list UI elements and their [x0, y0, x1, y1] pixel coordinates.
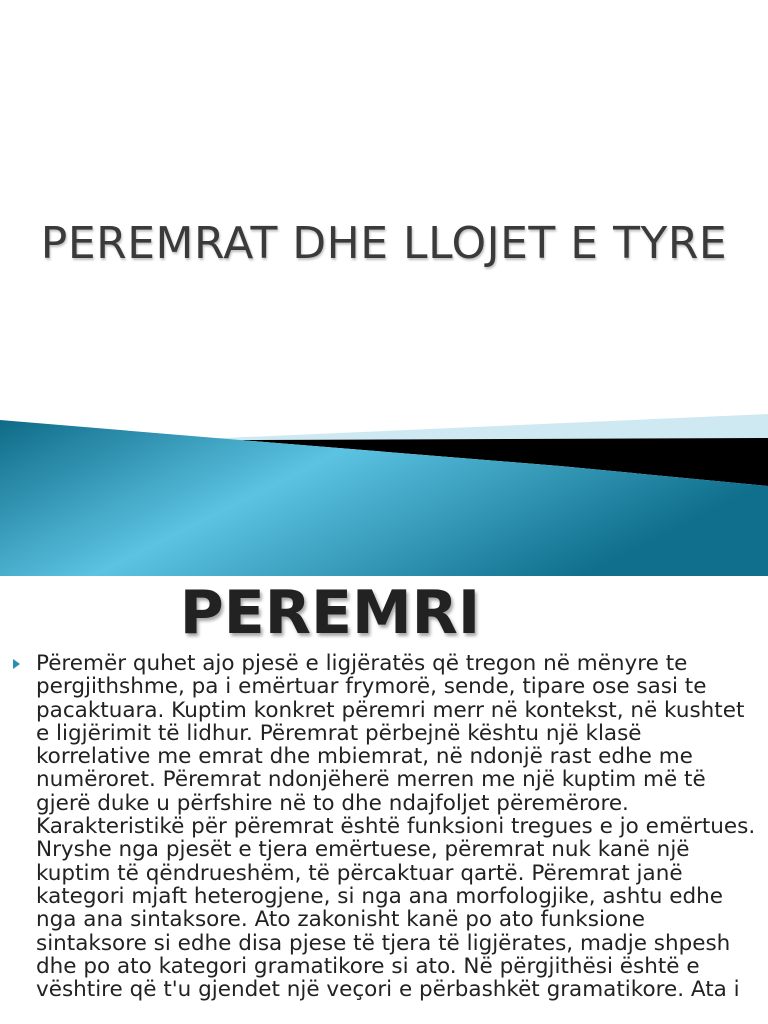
body-paragraph: Përemër quhet ajo pjesë e ligjëratës që tregon në mënyre te pergjithshme, pa i emërtuar frymorë, sende, tipare ose sasi te pacaktuara. Kuptim konkret përemri merr në kontekst, në kushtet e ligjërimit të lidhur. Përemrat përbejnë kështu një klasë korrelative me emrat dhe mbiemrat, në ndonjë rast edhe me numëroret. Përemrat ndonjëherë merren me një kuptim më të gjerë duke u përfshire në to dhe ndajfoljet përemërore. Karakteristikë për përemrat është funksioni tregues e jo emërtues. Nryshe nga pjesët e tjera emërtuese, përemrat nuk kanë një kuptim të qëndrueshëm, të përcaktuar qartë. Përemrat janë kategori mjaft heterogjene, si nga ana morfologjike, ashtu edhe nga ana sintaksore. Ato zakonisht kanë po ato funksione sintaksore si edhe disa pjese të tjera të ligjërates, madje shpesh dhe po ato kategori gramatikore si ato. Në përgjithësi është e vështire që t'u gjendet një veçori e përbashkët gramatikore. Ata i: [36, 651, 756, 1003]
triangle-bullet-icon: [13, 659, 20, 669]
content-slide: [0, 576, 768, 1024]
decorative-swoosh: [0, 410, 768, 576]
pale-stripe: [180, 414, 768, 440]
content-title: PEREMRI: [179, 578, 481, 648]
slide-title: PEREMRAT DHE LLOJET E TYRE: [40, 218, 728, 269]
